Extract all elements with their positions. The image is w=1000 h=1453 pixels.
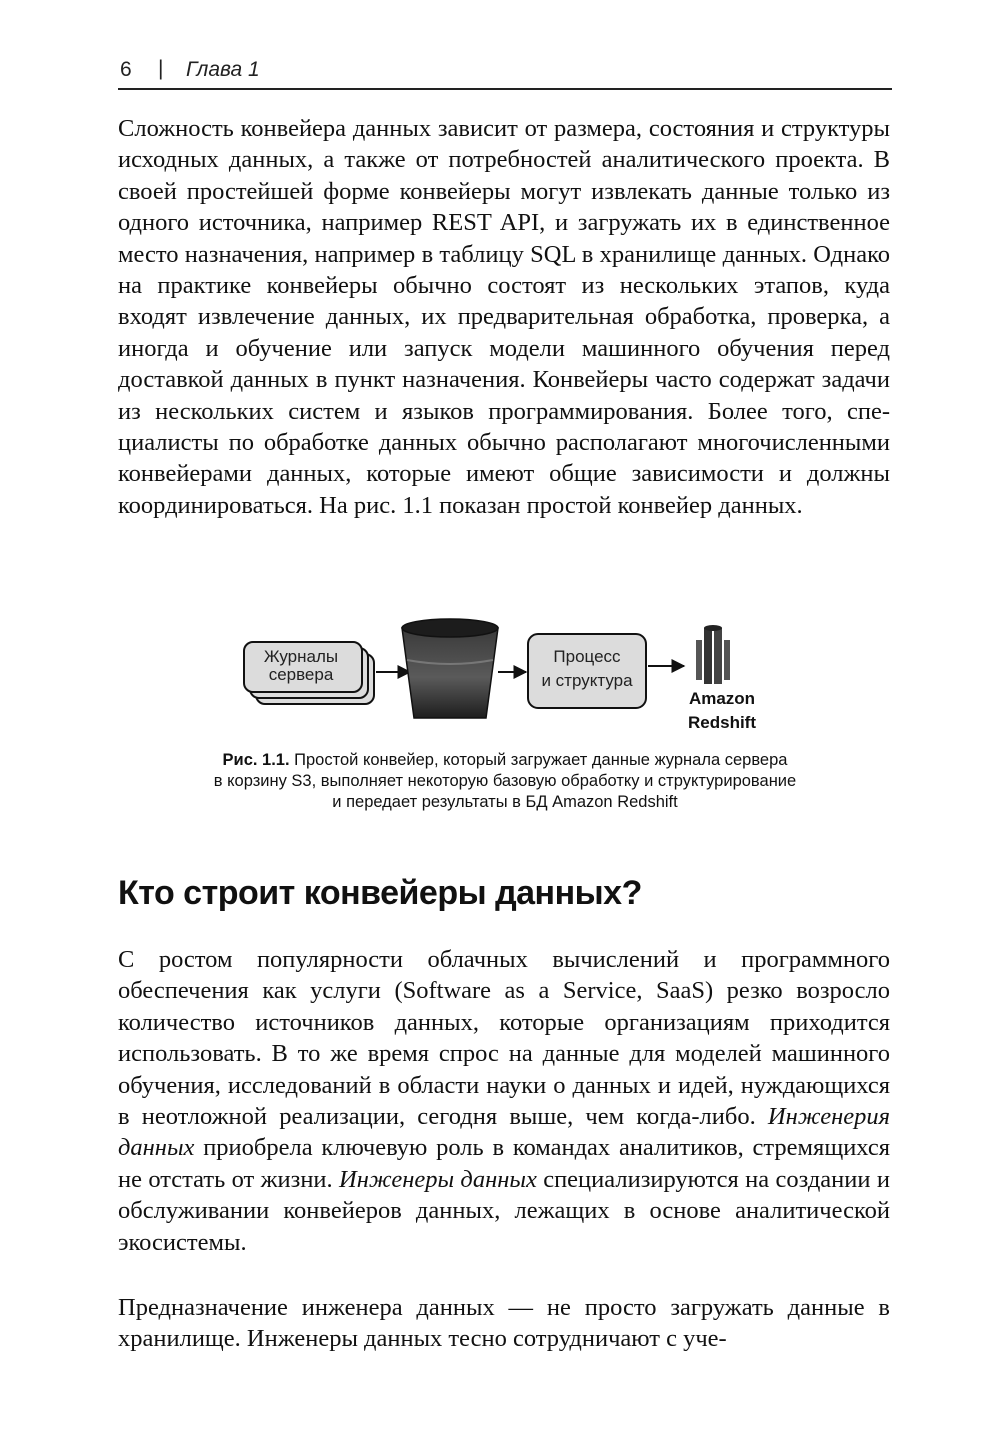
paragraph-2-part-3: специализируются на создании и обслуживании конвейеров данных, лежащих в основе аналитической экосистемы.	[118, 1165, 890, 1256]
header-separator: |	[158, 57, 164, 80]
figure-caption	[120, 750, 890, 813]
source-label-line1: Журналы	[263, 647, 339, 666]
paragraph-2-italic-2: Инженеры данных	[339, 1165, 537, 1193]
caption-line-1: Простой конвейер, который загружает данные журнала сервера	[289, 751, 788, 769]
s3-bucket-icon	[402, 619, 498, 718]
chapter-title: Глава 1	[186, 58, 260, 81]
body-paragraph-2	[118, 944, 890, 1258]
source-label-line2: сервера	[268, 665, 334, 684]
redshift-icon	[696, 625, 730, 684]
page-number: 6	[120, 58, 132, 81]
paragraph-2-part-1: С ростом популярности облачных вычислений и программного обеспечения как услуги (Software as a Service, SaaS) резко возросло количество источников данных, которые организациям приходится использовать. В то же время спрос на данные для моделей машинного обучения, исследований в области науки о данных и идей, нуждающихся в неотложной реализации, сегодня выше, чем когда-либо.	[118, 946, 890, 1131]
caption-line-2: в корзину S3, выполняет некоторую базовую обработку и структурирование	[213, 772, 797, 790]
caption-label: Рис. 1.1.	[222, 751, 290, 769]
paragraph-2-part-2: приобрела ключевую роль в командах аналитиков, стремящихся не отстать от жизни.	[118, 1134, 890, 1193]
server-logs-node	[244, 642, 374, 704]
process-node	[528, 634, 646, 708]
destination-label-line2: Redshift	[688, 713, 756, 732]
destination-label-line1: Amazon	[688, 689, 756, 708]
process-label-line2: и структура	[541, 671, 633, 690]
page-header	[118, 56, 892, 90]
caption-line-3: и передает результаты в БД Amazon Redshift	[332, 793, 678, 811]
section-heading: Кто строит конвейеры данных?	[118, 874, 642, 912]
process-label-line1: Процесс	[553, 647, 621, 666]
body-paragraph-1: Сложность конвейера данных зависит от размера, состояния и структуры исходных данных, а также от потребностей аналитического проекта. В своей простейшей форме конвейеры могут извлекать данные только из одного источника, например REST API, и загружать их в единственное место назначения, например в таблицу SQL в хранилище данных. Однако на практике конвейеры обычно состоят из нескольких этапов, куда входят извлечение данных, их предварительная обработка, проверка, а иногда и обучение или запуск модели машинного обучения перед доставкой данных в пункт назначения. Конвейеры часто содержат задачи из нескольких систем и языков программирования. Более того, специалисты по обработке данных обычно располагают многочисленными конвейерами данных, которые имеют общие зависимости и должны координироваться. На рис. 1.1 показан простой конвейер данных.	[118, 115, 890, 519]
body-paragraph-3: Предназначение инженера данных — не просто загружать данные в хранилище. Инженеры данных тесно сотрудничают с уче-	[118, 1294, 890, 1353]
paragraph-2-italic-1: Инженерия данных	[118, 1103, 890, 1162]
pipeline-diagram	[240, 614, 780, 744]
